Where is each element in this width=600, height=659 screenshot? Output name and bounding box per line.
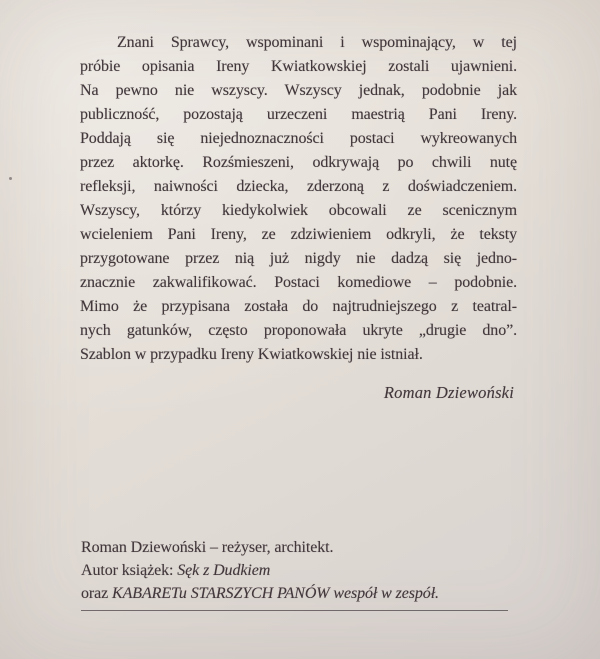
- author-bio: [81, 536, 439, 605]
- paragraph-line: publiczność, pozostają urzeczeni maestrią Pani Ireny.: [80, 106, 517, 123]
- author-signature: Roman Dziewoński: [383, 383, 514, 402]
- paragraph-line: Szablon w przypadku Ireny Kwiatkowskiej nie istniał.: [80, 346, 423, 363]
- footer-rule: [81, 610, 508, 611]
- bio-book-title-2: KABARETu STARSZYCH PANÓW wespół w zespół.: [112, 585, 439, 602]
- bio-book-title: Sęk z Dudkiem: [177, 562, 271, 579]
- paragraph-line: Znani Sprawcy, wspominani i wspominający, w tej: [117, 34, 517, 51]
- bio-line-profession: Roman Dziewoński – reżyser, architekt.: [81, 539, 334, 556]
- paragraph-line: przez aktorkę. Rozśmieszeni, odkrywają po chwili nutę: [80, 154, 517, 171]
- paragraph-line: próbie opisania Ireny Kwiatkowskiej zostali ujawnieni.: [80, 58, 517, 75]
- paragraph-line: Poddają się niejednoznaczności postaci wykreowanych: [80, 130, 517, 147]
- body-paragraph: [80, 31, 517, 367]
- bio-line-books-2: [81, 582, 439, 605]
- paragraph-line: znacznie zakwalifikować. Postaci komediowe – podobnie.: [80, 274, 517, 291]
- bio-oraz-label: oraz: [81, 585, 113, 602]
- paragraph-line: wcieleniem Pani Ireny, ze zdziwieniem odkryli, że teksty: [80, 226, 517, 243]
- paragraph-line: Mimo że przypisana została do najtrudniejszego z teatral-: [80, 298, 517, 315]
- paragraph-line: przygotowane przez nią już nigdy nie dadzą się jedno-: [80, 250, 517, 267]
- paper-speck: [9, 177, 12, 180]
- bio-books-label: Autor książek:: [81, 562, 178, 579]
- paragraph-line: nych gatunków, często proponowała ukryte „drugie dno”.: [80, 322, 517, 339]
- bio-line-books: [81, 559, 439, 582]
- paragraph-line: Na pewno nie wszyscy. Wszyscy jednak, podobnie jak: [80, 82, 517, 99]
- paragraph-line: refleksji, naiwności dziecka, zderzoną z doświadczeniem.: [80, 178, 517, 195]
- paragraph-line: Wszyscy, którzy kiedykolwiek obcowali ze scenicznym: [80, 202, 517, 219]
